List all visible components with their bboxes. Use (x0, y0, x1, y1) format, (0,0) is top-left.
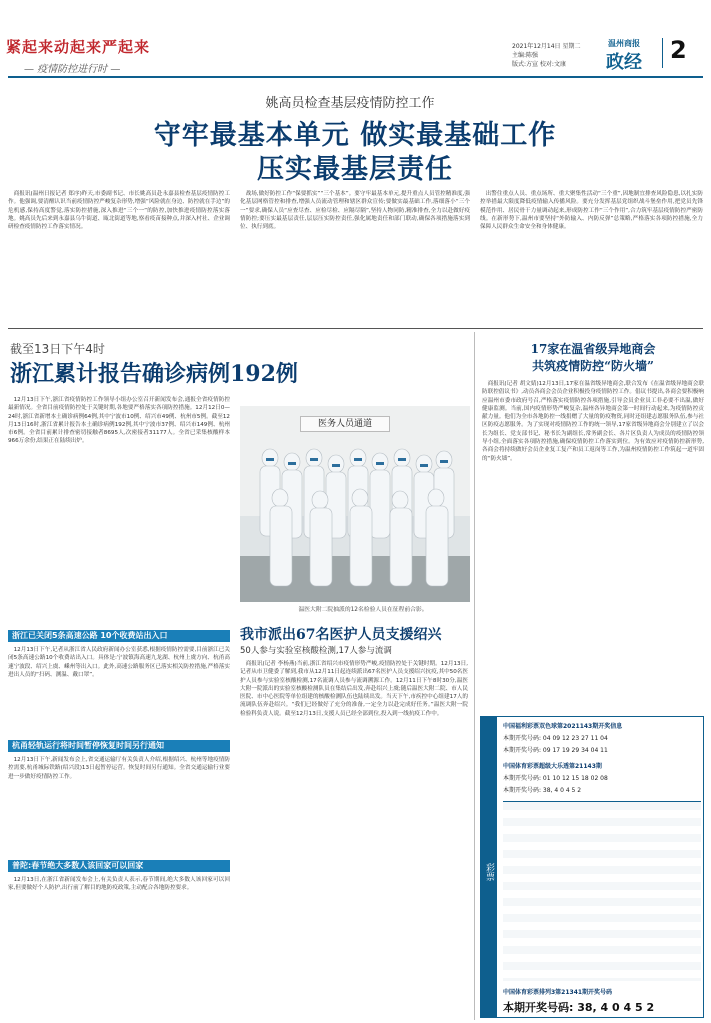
photo-banner: 医务人员通道 (300, 416, 390, 432)
covid-sub2-body: 12月13日下午,新闻发布会上,省交通运输厅有关负责人介绍,根据绍兴、杭州等地疫情防控需要,杭甬城际铁路(绍兴段)13日起暂停运营。恢复时间另行通知。全省交通运输行业要进一步做好疫情防控工作。 (8, 757, 230, 780)
lottery-side-label: 彩票 (481, 717, 497, 1017)
lead-headline-1: 守牢最基本单元 做实最基础工作 (153, 120, 557, 151)
lottery-row-1: 本期开奖号码: 04 09 12 23 27 11 04 (503, 735, 608, 742)
section-name: 政经 (606, 52, 642, 73)
covid-sub3-body: 12月13日,在浙江省新闻发布会上,有关负责人表示,春节期间,绝大多数人该回家可以回家,但要做好个人防护,出行前了解目的地防疫政策,主动配合各地防控要求。 (8, 877, 230, 892)
lottery-footer-value: 本期开奖号码: 38, 4 0 4 5 2 (503, 1001, 655, 1014)
lead-column-3: 出警住重点人员、重点场所、重大聚集性活动“三个重”,因地制宜排查风险隐患,以扎实防控举措最大限度降低疫情输入传播风险。要充分发挥基层党组织战斗堡垒作用,把党员先锋模范作用、居民骨干力量调动起来,形成防控工作“三个作用”,合力筑牢基层疫情防控严密防线。在新形势下,温州市要坚持“外防输入、内防反弹”总策略,严格落实各项防控措施,全力保障人民群众生命安全和身体健康。 (480, 191, 703, 231)
section-divider (662, 38, 663, 68)
paper-name: 温州商报 (608, 39, 640, 48)
right-headline-1: 17家在温省级异地商会 (530, 342, 656, 356)
covid-headline: 浙江累计报告确诊病例192例 (10, 361, 298, 387)
masthead-rule (8, 76, 703, 78)
right-headline-2: 共筑疫情防控“防火墙” (532, 359, 654, 373)
covid-sub1-body: 12月13日下午,记者从浙江省人民政府新闻办公室获悉,根据疫情防控需要,目前浙江已关闭5条高速公路10个收费站出入口。具体是:宁波镇海高速九龙湖、杭州上虞方向、杭甬高速宁波段、绍兴上虞、嵊州等出入口。此外,高速公路服务区已落实相关防控措施,严格落实进出人员的“扫码、测温、戴口罩”。 (8, 647, 230, 678)
masthead-meta (512, 42, 602, 69)
lottery-row-4: 本期开奖号码: 01 10 12 15 18 02 08 (503, 775, 608, 782)
lottery-table (503, 801, 701, 981)
covid-kicker: 截至13日下午4时 (10, 342, 105, 356)
slogan-part-3: 严起来 (102, 38, 151, 56)
photo-team-figures (240, 436, 470, 602)
medics-headline: 我市派出67名医护人员支援绍兴 (240, 627, 442, 643)
lead-column-1: 商报讯(温州日报记者 郑序)昨天,市委副书记、市长姚高员赴永嘉县检查基层疫情防控工作。他强调,要清醒认识当前疫情防控严峻复杂形势,增强“风险就在身边、防控就在手边”的危机感,保持高度警觉,落实防控措施,深入推进“三个一”的防控,加快推进疫情防控落实落地。姚高员先后来到永嘉县乌牛街道、瓯北街道等地,察看疫苗接种点,并深入村社、企业调研检查疫情防控工作落实情况。 (8, 191, 230, 231)
lottery-panel (480, 716, 704, 1018)
lottery-footer-title: 中国体育彩票排列3第21341期开奖号码 (503, 989, 613, 996)
slogan-subtitle: — 疫情防控进行时 — (24, 64, 121, 75)
right-body: 商报讯(记者 胡文婧)12月13日,17家在温省级异地商会,联合发布《在温省级异地商会联防联控倡议书》,动员各商会会员企业积极投身疫情防控工作。倡议书提出,各商会要积极响应温州市委市政府号召,严格落实疫情防控各项措施,引导会员企业员工非必要不出温,做好健康监测。当前,国内疫情形势严峻复杂,温州各异地商会第一时间行动起来,为疫情防控贡献力量。他们为全市各地防控一线捐赠了大量的防疫物资,同时还组建志愿服务队伍,参与社区防疫志愿服务。为了实现对疫情防控工作的统一领导,17家省级异地商会分别建立了以会长为组长、党支部书记、秘书长为副组长,常务副会长、各片区负责人为成员的疫情防控领导小组,全面落实各项防控措施,确保疫情防控工作落实到位。为有效应对疫情防控新形势,各商会将持续做好会员企业复工复产和员工返岗等工作,为温州疫情防控工作筑起一道牢固的“防火墙”。 (482, 381, 704, 462)
covid-sub3: 普陀:春节绝大多数人该回家可以回家 (8, 860, 230, 872)
photo-caption: 温医大附二院抽派的12名检验人员在征程前合影。 (298, 607, 428, 613)
medics-subhead: 50人参与实验室核酸检测,17人参与流调 (240, 646, 392, 656)
covid-body: 12月13日下午,浙江省疫情防控工作领导小组办公室召开新闻发布会,通报全省疫情防控最新情况。全省目前疫情防控处于关键时期,各地要严格落实各项防控措施。12月12日0—24时,浙江省新增本土确诊病例64例,其中宁波市10例、绍兴市49例、杭州市5例。截至12月13日16时,浙江省累计报告本土确诊病例192例,其中宁波市37例、绍兴市149例、杭州市6例。全省目前累计排查密切接触者8695人,次密接者31177人。全省已采集核酸样本966万余份,结果正在陆续出炉。 (8, 397, 230, 445)
lottery-row-2: 本期开奖号码: 09 17 19 29 34 04 11 (503, 747, 608, 754)
medics-body: 商报讯(记者 李杨燕)当前,浙江省绍兴市疫情形势严峻,疫情防控处于关键时期。12月13日,记者从市卫健委了解到,我市从12月11日起连续派出67名医护人员支援绍兴抗疫,其中50名医护人员参与实验室核酸检测,17名流调人员参与流调溯源工作。12月11日下午8时30分,温医大附一院派出的实验室核酸检测队员在集结后出发,奔赴绍兴上虞;随后温医大附二院、市人民医院、市中心医院等单位组建的核酸检测队伍也陆续出发。当天下午,市疾控中心组建17人的流调队伍奔赴绍兴。“我们已经做好了充分的准备,一定全力以赴完成好任务。”温医大附一院检验科负责人说。截至12月13日,支援人员已经全部到位,投入到一线抗疫工作中。 (240, 661, 468, 717)
lottery-row-3: 中国体育彩票超级大乐透第21143期 (503, 763, 602, 770)
slogan-part-1: 紧起来 (6, 38, 55, 56)
editor-line: 主编:陈强 (512, 52, 539, 59)
masthead-slogan (6, 36, 178, 80)
covid-sub2: 杭甬轻轨运行将时间暂停恢复时间另行通知 (8, 740, 230, 752)
slogan-part-2: 动起来 (54, 38, 103, 56)
design-line: 版式:方宣 校对:文康 (512, 61, 566, 68)
covid-sub1: 浙江已关闭5条高速公路 10个收费站出入口 (8, 630, 230, 642)
lottery-row-5: 本期开奖号码: 38, 4 0 4 5 2 (503, 787, 582, 794)
lottery-title: 中国福利彩票双色球第2021143期开奖信息 (503, 723, 623, 730)
page-number: 2 (670, 36, 687, 64)
lead-column-2: 战场,做好防控工作“保要抓实”“三个基本”。要守牢最基本单元,提升重点人员管控精准度,强化基层网格管控和排查,增强人员流动管理和辖区群众宣传;要做实最基础工作,落细落小“三个一”要求,确保人员“应查尽查、应检尽检、应隔尽隔”,坚持人物同防,精准排查,全力以赴做好疫情防控;要压实最基层责任,层层压实防控责任,强化属地责任和部门联动,确保各项措施落实到位、执行到底。 (240, 191, 470, 231)
date-line: 2021年12月14日 星期二 (512, 43, 581, 50)
right-col-divider (474, 332, 475, 1020)
lead-rule (8, 328, 703, 329)
lead-headline-2: 压实最基层责任 (257, 154, 453, 185)
medical-team-photo (240, 406, 470, 602)
lead-kicker: 姚高员检查基层疫情防控工作 (265, 96, 435, 111)
